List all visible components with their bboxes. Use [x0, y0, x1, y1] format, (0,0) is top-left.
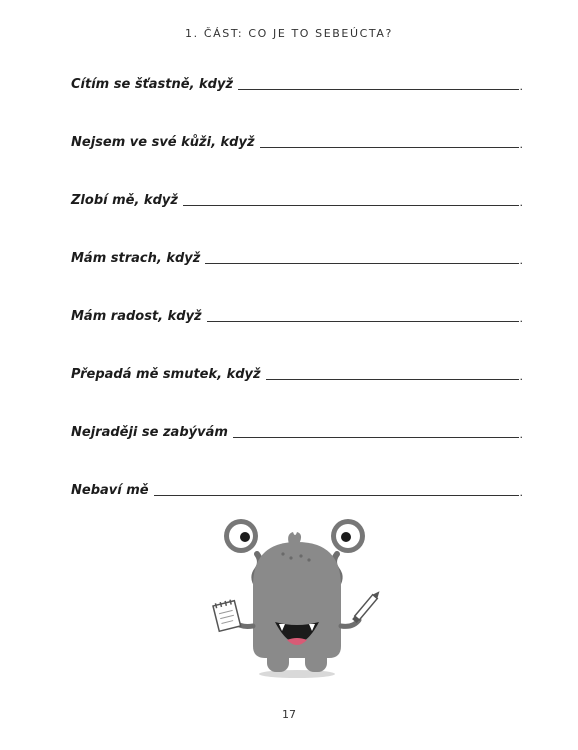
answer-line[interactable]	[233, 423, 519, 438]
page-number: 17	[282, 708, 296, 721]
line-end-dot: .	[519, 370, 523, 383]
monster-mascot-icon	[205, 514, 395, 684]
answer-line[interactable]	[154, 481, 519, 496]
prompt-row-boring	[71, 479, 523, 499]
line-end-dot: .	[519, 138, 523, 151]
prompt-label: Nejsem ve své kůži, když	[71, 135, 255, 150]
page-title: 1. ČÁST: CO JE TO SEBEÚCTA?	[185, 27, 393, 40]
line-end-dot: .	[519, 486, 523, 499]
prompt-label: Mám strach, když	[71, 251, 201, 266]
prompt-row-uncomfortable	[71, 131, 523, 151]
line-end-dot: .	[519, 196, 523, 209]
prompt-row-afraid	[71, 247, 523, 267]
prompt-label: Cítím se šťastně, když	[71, 77, 234, 92]
prompt-label: Nebaví mě	[71, 483, 149, 498]
line-end-dot: .	[519, 80, 523, 93]
prompt-row-sad	[71, 363, 523, 383]
prompt-label: Nejraději se zabývám	[71, 425, 228, 440]
answer-line[interactable]	[207, 307, 519, 322]
line-end-dot: .	[519, 428, 523, 441]
prompt-row-happy	[71, 73, 523, 93]
prompt-row-favorite	[71, 421, 523, 441]
answer-line[interactable]	[266, 365, 519, 380]
prompt-label: Přepadá mě smutek, když	[71, 367, 261, 382]
answer-line[interactable]	[205, 249, 518, 264]
line-end-dot: .	[519, 254, 523, 267]
answer-line[interactable]	[238, 75, 518, 90]
prompt-label: Mám radost, když	[71, 309, 202, 324]
answer-line[interactable]	[183, 191, 519, 206]
answer-line[interactable]	[260, 133, 519, 148]
line-end-dot: .	[519, 312, 523, 325]
prompt-row-joy	[71, 305, 523, 325]
prompt-row-angry	[71, 189, 523, 209]
prompt-label: Zlobí mě, když	[71, 193, 178, 208]
